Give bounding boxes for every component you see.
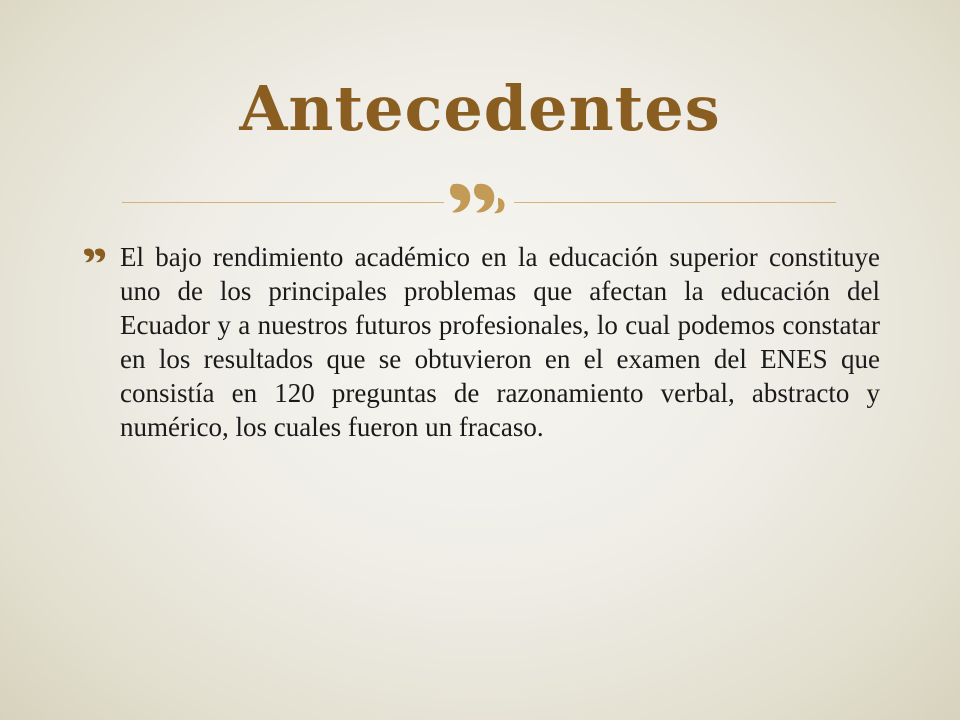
double-quote-bullet-icon bbox=[84, 240, 120, 270]
bullet-item bbox=[84, 240, 880, 444]
content-body bbox=[84, 240, 880, 444]
title-divider bbox=[122, 178, 836, 218]
slide-title: Antecedentes bbox=[239, 72, 721, 145]
bullet-paragraph: El bajo rendimiento académico en la educación superior constituye uno de los principales problemas que afectan la educación del Ecuador y a nuestros futuros profesionales, lo cual podemos constatar en los resultados que se obtuvieron en el examen del ENES que consistía en 120 preguntas de razonamiento verbal, abstracto y numérico, los cuales fueron un fracaso. bbox=[120, 242, 880, 442]
divider-line-right bbox=[514, 202, 836, 203]
divider-line-left bbox=[122, 202, 444, 203]
double-quote-ornament-icon bbox=[448, 178, 510, 218]
